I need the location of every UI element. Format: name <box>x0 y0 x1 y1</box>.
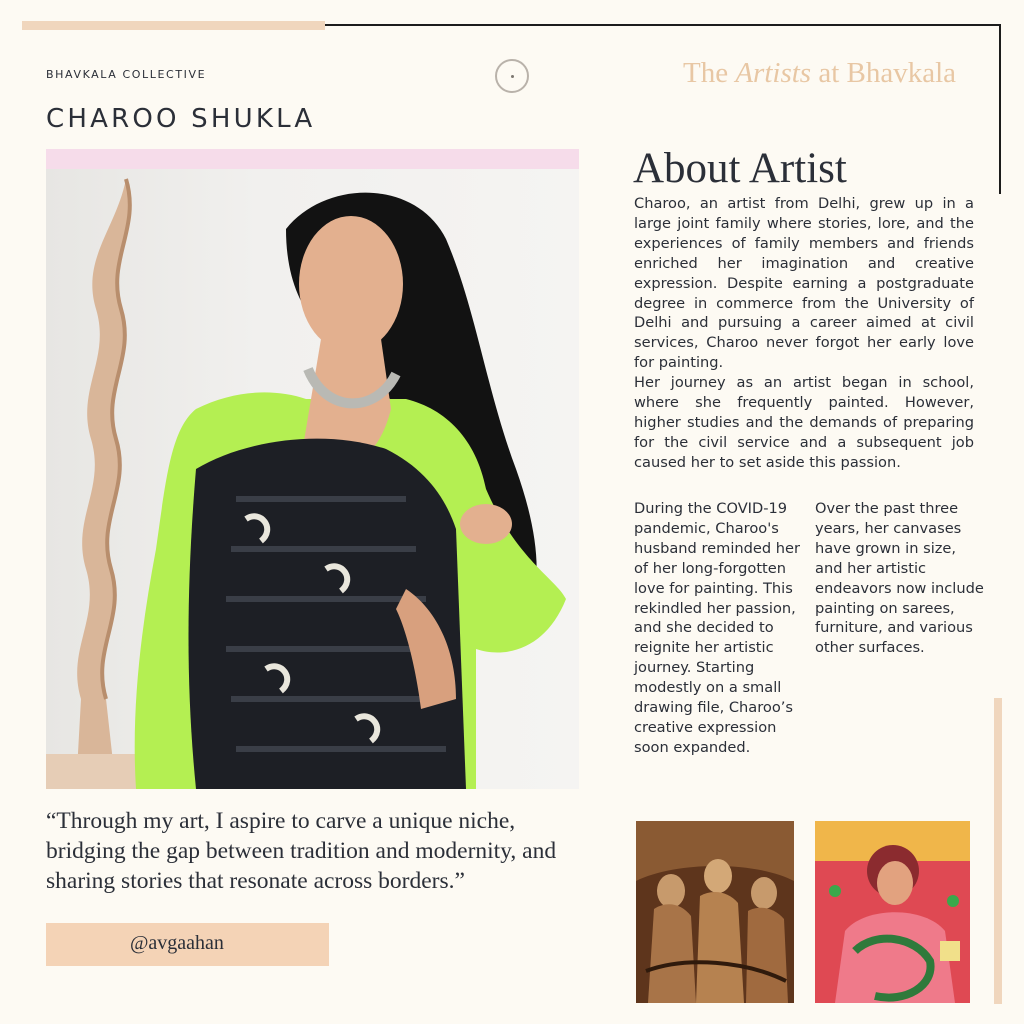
artist-name: CHAROO SHUKLA <box>46 104 316 134</box>
logo-circle-icon <box>495 59 529 93</box>
about-paragraph: Her journey as an artist began in school, where she frequently painted. However, higher studies and the demands of preparing for the civil service and a subsequent job caused her to set aside this passion. <box>634 374 974 471</box>
artist-portrait-photo <box>46 169 579 789</box>
artist-quote: “Through my art, I aspire to carve a unique niche, bridging the gap between tradition and modernity, and sharing stories that resonate across borders.” <box>46 808 557 894</box>
right-accent-bar <box>994 698 1002 1004</box>
brand-label: BHAVKALA COLLECTIVE <box>46 68 207 81</box>
about-column-right: Over the past three years, her canvases have grown in size, and her artistic endeavors now include painting on sarees, furniture, and various other surfaces. <box>815 500 984 657</box>
page-title: The Artists at Bhavkala <box>683 57 957 89</box>
right-rule-line <box>999 24 1001 194</box>
artwork-thumbnail <box>815 821 970 1003</box>
top-accent-bar <box>22 21 325 30</box>
social-handle[interactable]: @avgaahan <box>46 923 329 966</box>
about-heading: About Artist <box>633 145 847 192</box>
top-rule-line <box>325 24 1001 26</box>
about-paragraph: Charoo, an artist from Delhi, grew up in a large joint family where stories, lore, and the experiences of family members and friends enriched her imagination and creative expression. Despite earning a postgraduate degree in commerce from the University of Delhi and pursuing a career aimed at civil services, Charoo never forgot her early love for painting. <box>634 195 974 372</box>
about-body <box>634 194 974 473</box>
about-column-left: During the COVID-19 pandemic, Charoo's husband reminded her of her long-forgotten love for painting. This rekindled her passion, and she decided to reignite her artistic journey. Starting modestly on a small drawing file, Charoo’s creative expression soon expanded. <box>634 500 801 756</box>
photo-accent-band <box>46 149 579 169</box>
artwork-thumbnail <box>636 821 794 1003</box>
